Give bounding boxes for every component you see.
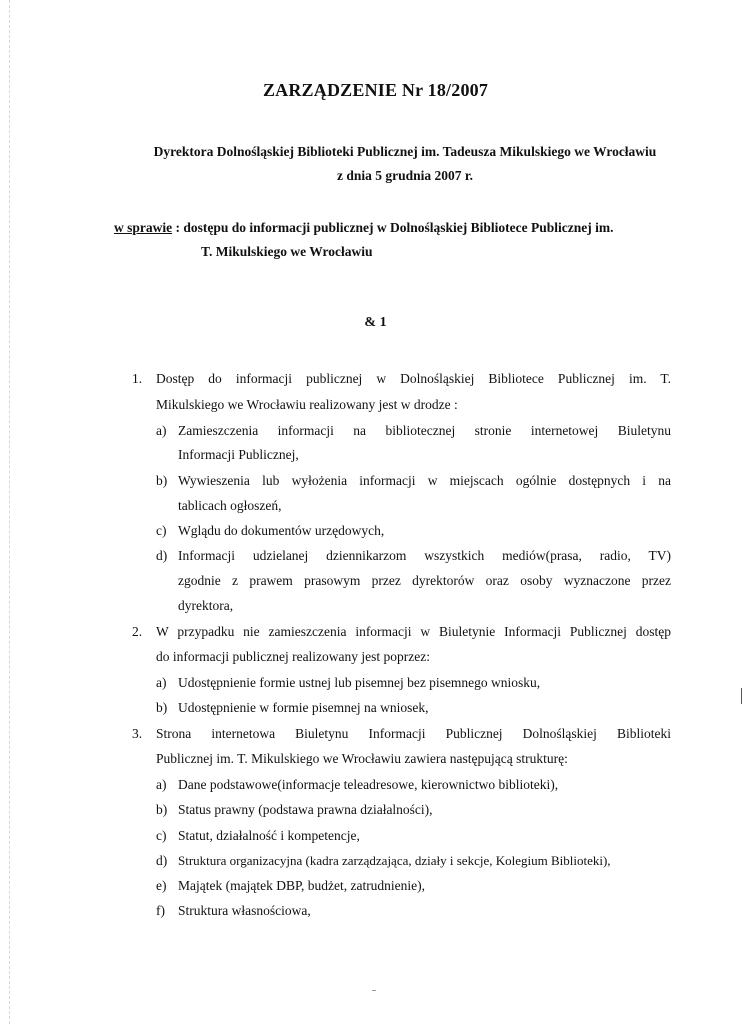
issue-date: z dnia 5 grudnia 2007 r.: [336, 168, 474, 183]
item-text: Dane podstawowe(informacje teleadresowe, kierownictwo biblioteki),: [178, 777, 559, 792]
item-letter: b): [156, 473, 168, 488]
item-text: Statut, działalność i kompetencje,: [178, 828, 360, 843]
item-letter: a): [156, 777, 167, 792]
point-text: Strona internetowa Biuletynu Informacji Publicznej Dolnośląskiej Biblioteki: [156, 726, 671, 741]
scan-edge: [9, 0, 11, 1024]
point-text: Dostęp do informacji publicznej w Dolnośląskiej Bibliotece Publicznej im. T.: [156, 371, 671, 386]
subject-block: [114, 216, 734, 264]
item-letter: c): [156, 828, 167, 843]
item-text: dyrektora,: [178, 598, 234, 613]
point-text: Mikulskiego we Wrocławiu realizowany jest w drodze :: [156, 397, 458, 412]
subject-label: w sprawie: [114, 220, 173, 235]
item-text: Informacji udzielanej dziennikarzom wszystkich mediów(prasa, radio, TV): [178, 548, 671, 563]
item-text: Wglądu do dokumentów urzędowych,: [178, 523, 385, 538]
item-letter: a): [156, 423, 167, 438]
item-text: Majątek (majątek DBP, budżet, zatrudnienie),: [178, 878, 426, 893]
item-letter: c): [156, 523, 167, 538]
item-letter: a): [156, 675, 167, 690]
item-letter: b): [156, 802, 168, 817]
document-title: ZARZĄDZENIE Nr 18/2007: [262, 80, 489, 100]
section-marker: & 1: [364, 315, 387, 330]
issuer-name: Dyrektora Dolnośląskiej Biblioteki Publicznej im. Tadeusza Mikulskiego we Wrocławiu: [153, 144, 657, 159]
point-text: do informacji publicznej realizowany jest poprzez:: [156, 649, 431, 664]
item-text: Udostępnienie w formie pisemnej na wniosek,: [178, 700, 429, 715]
issuer-block: [60, 140, 750, 188]
item-text: Informacji Publicznej,: [178, 447, 299, 462]
item-letter: d): [156, 853, 168, 868]
item-text: Struktura własnościowa,: [178, 903, 311, 918]
item-letter: e): [156, 878, 167, 893]
item-text: zgodnie z prawem prasowym przez dyrektorów oraz osoby wyznaczone przez: [178, 573, 671, 588]
item-text: Wywieszenia lub wyłożenia informacji w miejscach ogólnie dostępnych i na: [178, 473, 671, 488]
item-text: Struktura organizacyjna (kadra zarządzająca, działy i sekcje, Kolegium Biblioteki),: [178, 853, 611, 868]
subject-text-line1: : dostępu do informacji publicznej w Dolnośląskiej Bibliotece Publicznej im.: [172, 220, 614, 235]
scan-mark: [741, 688, 742, 704]
item-letter: b): [156, 700, 168, 715]
item-text: Udostępnienie formie ustnej lub pisemnej bez pisemnego wniosku,: [178, 675, 541, 690]
scan-dot: [372, 990, 376, 991]
point-number: 2.: [132, 624, 143, 639]
point-number: 3.: [132, 726, 143, 741]
subject-text-line2: T. Mikulskiego we Wrocławiu: [201, 244, 373, 259]
point-text: Publicznej im. T. Mikulskiego we Wrocławiu zawiera następującą strukturę:: [156, 751, 568, 766]
point-number: 1.: [132, 371, 143, 386]
item-text: tablicach ogłoszeń,: [178, 498, 282, 513]
item-text: Zamieszczenia informacji na bibliotecznej stronie internetowej Biuletynu: [178, 423, 671, 438]
item-letter: d): [156, 548, 168, 563]
item-text: Status prawny (podstawa prawna działalności),: [178, 802, 433, 817]
point-text: W przypadku nie zamieszczenia informacji w Biuletynie Informacji Publicznej dostęp: [156, 624, 671, 639]
item-letter: f): [156, 903, 165, 918]
